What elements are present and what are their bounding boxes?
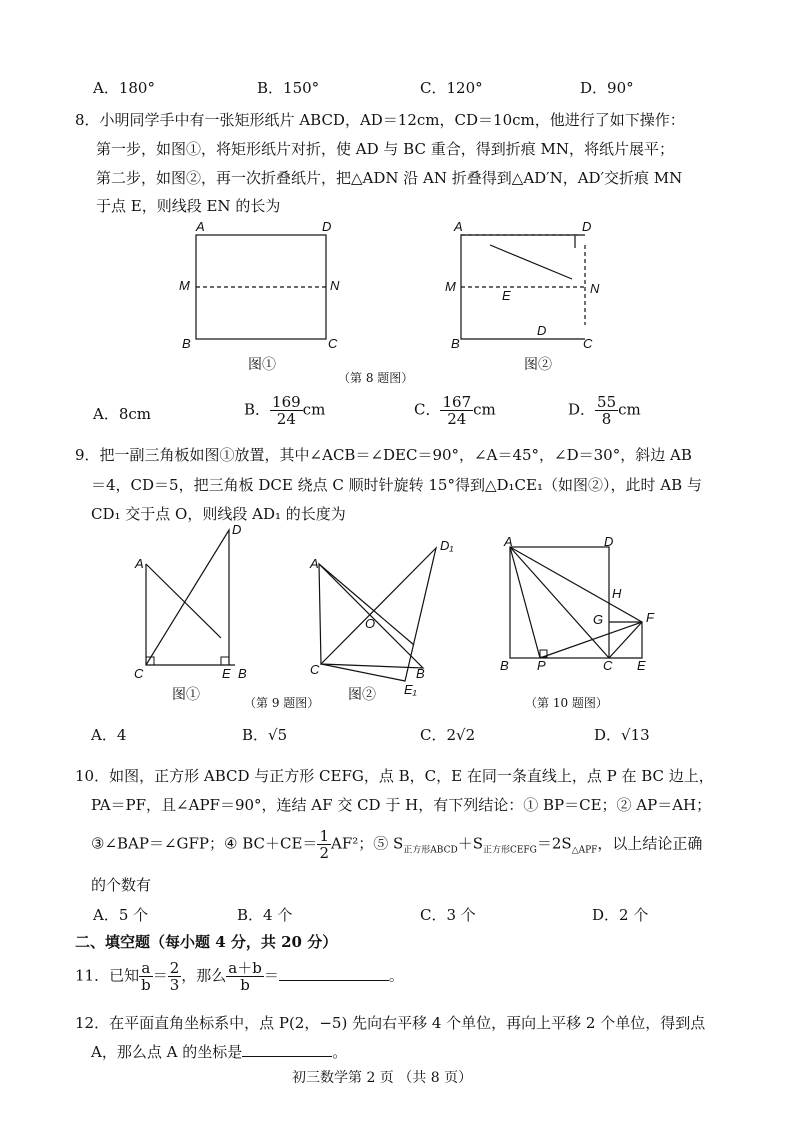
- q10-label-e: E: [637, 658, 646, 673]
- q10-line3-part-e: ，以上结论正确: [597, 834, 703, 853]
- q9-line2: ＝4，CD＝5，把三角板 DCE 绕点 C 顺时针旋转 15°得到△D₁CE₁（如图②），此时 AB 与: [91, 476, 702, 494]
- q9-fig1-label-b: B: [238, 666, 247, 681]
- q11-mid: ，那么: [181, 966, 227, 985]
- q11-fraction1-num: a: [139, 960, 153, 977]
- q12-line2-text: A，那么点 A 的坐标是: [91, 1043, 243, 1061]
- q12-line2: [91, 1042, 347, 1062]
- q8-option-d-numerator: 55: [597, 393, 617, 411]
- q8-fig2-label-d-prime: D: [537, 323, 547, 338]
- q12-answer-blank[interactable]: [242, 1056, 332, 1057]
- q8-option-b-numerator: 169: [272, 393, 301, 411]
- q10-label-h: H: [612, 586, 622, 601]
- q9-fig2-hypotenuse-ab: [319, 564, 414, 645]
- q11-equals: ＝: [152, 966, 168, 985]
- q8-option-d-denominator: 8: [601, 410, 612, 428]
- q8-fig1-label-d: D: [322, 219, 332, 234]
- q11-answer-blank[interactable]: [279, 980, 389, 981]
- q8-option-d-unit: cm: [618, 400, 641, 419]
- q7-option-d: D．90°: [580, 79, 634, 97]
- q10-line3-sub3: △APF: [571, 845, 598, 856]
- q10-line3-fraction-num: 1: [319, 827, 329, 845]
- q8-option-c-numerator: 167: [442, 393, 472, 411]
- q7-option-a: A．180°: [93, 79, 155, 97]
- q10-line3-sub1: 正方形ABCD: [403, 845, 458, 856]
- q8-option-c-denominator: 24: [447, 410, 467, 428]
- q11-equals2: ＝: [263, 966, 279, 985]
- q12-line2-end: 。: [332, 1043, 348, 1061]
- q10-line3-sub2: 正方形CEFG: [482, 845, 537, 856]
- q10-option-d: D．2 个: [592, 906, 649, 924]
- q9-fig2-label-d1: D₁: [440, 538, 454, 553]
- q9-fig1-right-angle-e: [221, 657, 229, 665]
- q11-fraction2-den: 3: [169, 976, 180, 994]
- q10-label-g: G: [593, 612, 604, 627]
- q10-label-f: F: [646, 610, 654, 625]
- q11-fraction2: [168, 960, 182, 993]
- q10-label-b: B: [500, 658, 509, 673]
- q8-option-c-unit: cm: [473, 400, 496, 419]
- q9-fig2-label-o: O: [365, 616, 376, 631]
- q9-option-c: C．2√2: [420, 726, 476, 744]
- q10-option-a: A．5 个: [93, 906, 149, 924]
- q8-line3: 第二步，如图②，再一次折叠纸片，把△ADN 沿 AN 折叠得到△AD′N，AD′交折痕 MN: [96, 169, 683, 187]
- q9-fig1-label-e: E: [222, 666, 231, 681]
- q10-line4: 的个数有: [91, 876, 152, 894]
- q8-fig2-caption: 图②: [524, 357, 552, 373]
- section2-heading: 二、填空题（每小题 4 分，共 20 分）: [75, 933, 338, 951]
- q9-fig1-triangle-dce: [146, 530, 229, 665]
- q8-fig2-label-e: E: [502, 288, 511, 303]
- q9-fig2-label-a: A: [310, 556, 319, 571]
- q8-line2: 第一步，如图①，将矩形纸片对折，使 AD 与 BC 重合，得到折痕 MN，将纸片展平；: [96, 140, 674, 158]
- q8-option-b-unit: cm: [302, 400, 326, 419]
- q11-end: 。: [388, 966, 404, 985]
- q11-fraction1: [139, 960, 153, 993]
- q8-option-b-denominator: 24: [276, 410, 296, 428]
- q8-line4: 于点 E，则线段 EN 的长为: [96, 197, 281, 215]
- q8-option-b-prefix: B．: [244, 400, 271, 419]
- q11-fraction2-num: 2: [169, 959, 180, 977]
- q9-line1: 9．把一副三角板如图①放置，其中∠ACB＝∠DEC＝90°，∠A＝45°，∠D＝30°，斜边 AB: [75, 446, 692, 464]
- q10-line2: PA＝PF，且∠APF＝90°，连结 AF 交 CD 于 H，有下列结论：① BP＝CE；② AP＝AH；: [91, 796, 712, 814]
- q10-line1: 10．如图，正方形 ABCD 与正方形 CEFG，点 B，C，E 在同一条直线上，点 P 在 BC 边上，: [75, 767, 714, 785]
- q9-fig2-caption: 图②: [348, 687, 376, 703]
- q9-fig1-label-c: C: [134, 666, 144, 681]
- q9-option-b: B．√5: [242, 726, 288, 744]
- q10-line3-part-a: ③∠BAP＝∠GFP；④ BC＋CE＝: [91, 834, 318, 853]
- q9-option-a: A．4: [91, 726, 127, 744]
- q10-line3-fraction: [317, 828, 331, 861]
- q7-option-c: C．120°: [420, 79, 483, 97]
- q9-fig1-triangle-abc-legs: [146, 564, 235, 665]
- q8-fig2-label-b: B: [451, 336, 460, 351]
- q9-fig1-hypotenuse-ab: [146, 564, 221, 638]
- q10-option-b: B．4 个: [237, 906, 293, 924]
- q9-fig2-label-c: C: [310, 662, 320, 677]
- q8-fig2-label-a: A: [454, 219, 463, 234]
- q10-label-a: A: [504, 534, 513, 549]
- q10-line3-fraction-den: 2: [319, 844, 329, 862]
- q7-option-b: B．150°: [257, 79, 320, 97]
- q9-fig1-caption: 图①: [172, 687, 200, 703]
- q10-label-d: D: [604, 534, 614, 549]
- q8-figure-caption: （第 8 题图）: [338, 371, 414, 385]
- q8-fig1-label-n: N: [330, 278, 340, 293]
- q8-fig2-label-m: M: [445, 279, 456, 294]
- q10-segment-af: [510, 547, 642, 622]
- q9-fig2-label-e1: E₁: [404, 682, 417, 697]
- q11-fraction1-den: b: [141, 976, 151, 994]
- q11-fraction3-den: b: [240, 976, 250, 994]
- q11: [75, 960, 404, 993]
- q10-figure-caption: （第 10 题图）: [525, 696, 608, 710]
- q8-fig1-caption: 图①: [248, 357, 276, 373]
- q10-line3: [91, 828, 702, 861]
- q10-label-p: P: [537, 658, 546, 673]
- q12-line1: 12．在平面直角坐标系中，点 P(2，−5) 先向右平移 4 个单位，再向上平移 2 个单位，得到点: [75, 1014, 706, 1032]
- q10-line3-part-b: AF²；⑤ S: [330, 834, 404, 853]
- q8-option-a: A．8cm: [93, 405, 152, 423]
- q9-line3: CD₁ 交于点 O，则线段 AD₁ 的长度为: [91, 505, 346, 523]
- page-footer: 初三数学第 2 页 （共 8 页）: [292, 1070, 473, 1086]
- q8-fig1-label-m: M: [179, 278, 190, 293]
- q8-fig2-label-d: D: [582, 219, 592, 234]
- q9-figure-caption: （第 9 题图）: [244, 696, 320, 710]
- q8-fig1-label-c: C: [328, 336, 338, 351]
- q10-label-c: C: [603, 658, 613, 673]
- q11-fraction3: [226, 960, 264, 993]
- q8-fig1-label-a: A: [196, 219, 205, 234]
- q9-option-d: D．√13: [594, 726, 650, 744]
- q10-segment-pf: [540, 622, 642, 658]
- q9-fig2-label-b: B: [416, 666, 425, 681]
- q8-fig2-label-c: C: [583, 336, 593, 351]
- q10-line3-part-d: ＝2S: [536, 834, 572, 853]
- q8-fig1-label-b: B: [182, 336, 191, 351]
- q8-fig2-label-n: N: [590, 281, 600, 296]
- q10-line3-part-c: ＋S: [457, 834, 483, 853]
- q8-line1: 8．小明同学手中有一张矩形纸片 ABCD，AD＝12cm，CD＝10cm，他进行了如下操作：: [75, 111, 685, 129]
- q11-prefix: 11．已知: [75, 966, 140, 985]
- q10-option-c: C．3 个: [420, 906, 476, 924]
- q8-option-c-prefix: C．: [414, 400, 441, 419]
- q9-fig1-label-a: A: [135, 556, 144, 571]
- q8-option-d-prefix: D．: [568, 400, 596, 419]
- q9-fig1-label-d: D: [232, 522, 242, 537]
- q11-fraction3-num: a＋b: [228, 959, 262, 977]
